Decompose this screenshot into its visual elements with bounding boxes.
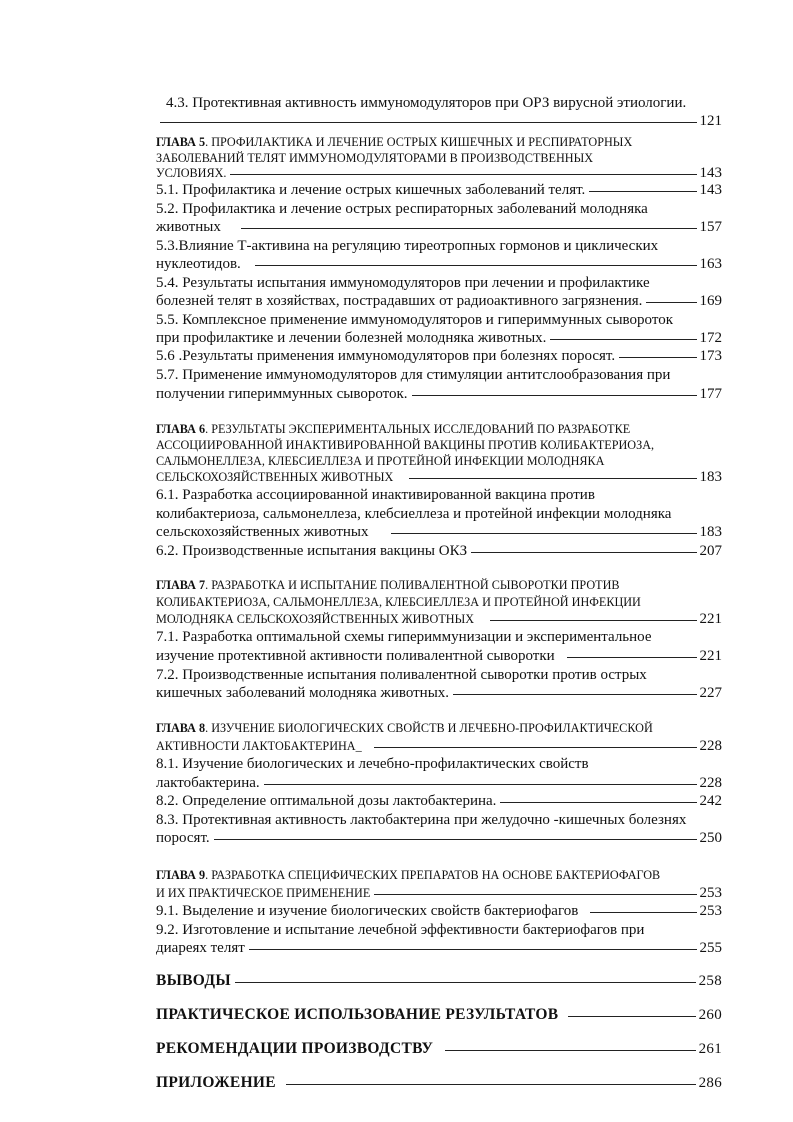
page-number: 255: [699, 940, 722, 956]
page-number: 143: [699, 165, 722, 181]
toc-entry-6-1: 6.1. Разработка ассоциированной инактивированной вакцина против: [156, 487, 595, 503]
page-number: 183: [699, 469, 722, 485]
page-number: 258: [698, 973, 722, 989]
toc-entry-8-1-l2: лактобактерина. 228: [156, 775, 722, 791]
toc-entry-5-2-l2: животных 157: [156, 219, 722, 235]
toc-entry-5-3-l2: нуклеотидов. 163: [156, 256, 722, 272]
toc-entry-recommendations: РЕКОМЕНДАЦИИ ПРОИЗВОДСТВУ 261: [156, 1040, 722, 1057]
page-number: 227: [699, 685, 722, 701]
toc-entry-5-4: 5.4. Результаты испытания иммуномодуляторов при лечении и профилактике: [156, 275, 650, 291]
chapter-7-heading: ГЛАВА 7. РАЗРАБОТКА И ИСПЫТАНИЕ ПОЛИВАЛЕНТНОЙ СЫВОРОТКИ ПРОТИВ: [156, 578, 620, 592]
chapter-7-heading-l3: МОЛОДНЯКА СЕЛЬСКОХОЗЯЙСТВЕННЫХ ЖИВОТНЫХ 221: [156, 611, 722, 627]
toc-entry-conclusions: ВЫВОДЫ 258: [156, 972, 722, 989]
toc-entry-9-2-l2: диареях телят 255: [156, 940, 722, 956]
chapter-7-heading-l2: КОЛИБАКТЕРИОЗА, САЛЬМОНЕЛЛЕЗА, КЛЕБСИЕЛЛЕЗА И ПРОТЕЙНОЙ ИНФЕКЦИИ: [156, 595, 641, 609]
page-number: 228: [699, 738, 722, 754]
chapter-9-heading: ГЛАВА 9. РАЗРАБОТКА СПЕЦИФИЧЕСКИХ ПРЕПАРАТОВ НА ОСНОВЕ БАКТЕРИОФАГОВ: [156, 868, 661, 882]
toc-entry-practical-use: ПРАКТИЧЕСКОЕ ИСПОЛЬЗОВАНИЕ РЕЗУЛЬТАТОВ 260: [156, 1006, 722, 1023]
toc-entry-5-7-l2: получении гипериммунных сывороток. 177: [156, 386, 722, 402]
chapter-5-heading: ГЛАВА 5. ПРОФИЛАКТИКА И ЛЕЧЕНИЕ ОСТРЫХ КИШЕЧНЫХ И РЕСПИРАТОРНЫХ: [156, 135, 633, 149]
toc-entry-7-2: 7.2. Производственные испытания поливалентной сыворотки против острых: [156, 667, 647, 683]
chapter-6-heading-l3: САЛЬМОНЕЛЛЕЗА, КЛЕБСИЕЛЛЕЗА И ПРОТЕЙНОЙ ИНФЕКЦИИ МОЛОДНЯКА: [156, 454, 605, 468]
toc-entry-5-1: 5.1. Профилактика и лечение острых кишечных заболеваний телят. 143: [156, 182, 722, 198]
page-number: 143: [699, 182, 722, 198]
page-number: 157: [699, 219, 722, 235]
chapter-6-heading-l4: СЕЛЬСКОХОЗЯЙСТВЕННЫХ ЖИВОТНЫХ 183: [156, 469, 722, 485]
chapter-6-heading-l2: АССОЦИИРОВАННОЙ ИНАКТИВИРОВАННОЙ ВАКЦИНЫ ПРОТИВ КОЛИБАКТЕРИОЗА,: [156, 438, 655, 452]
page-number: 260: [698, 1007, 722, 1023]
chapter-9-heading-l2: И ИХ ПРАКТИЧЕСКОЕ ПРИМЕНЕНИЕ 253: [156, 885, 722, 901]
toc-entry-5-7: 5.7. Применение иммуномодуляторов для стимуляции антитслообразования при: [156, 367, 671, 383]
toc-entry-5-4-l2: болезней телят в хозяйствах, пострадавших от радиоактивного загрязнения. 169: [156, 293, 722, 309]
page-number: 261: [698, 1041, 722, 1057]
page-number: 221: [699, 611, 722, 627]
toc-entry-6-1-l2: колибактериоза, сальмонеллеза, клебсиеллеза и протейной инфекции молодняка: [156, 506, 672, 522]
chapter-6-heading: ГЛАВА 6. РЕЗУЛЬТАТЫ ЭКСПЕРИМЕНТАЛЬНЫХ ИССЛЕДОВАНИЙ ПО РАЗРАБОТКЕ: [156, 422, 631, 436]
toc-entry-7-2-l2: кишечных заболеваний молодняка животных. 227: [156, 685, 722, 701]
page-number: 177: [699, 386, 722, 402]
toc-entry-5-5-l2: при профилактике и лечении болезней молодняка животных. 172: [156, 330, 722, 346]
page-number: 163: [699, 256, 722, 272]
toc-entry-8-1: 8.1. Изучение биологических и лечебно-профилактических свойств: [156, 756, 589, 772]
toc-entry-8-3-l2: поросят. 250: [156, 830, 722, 846]
toc-entry-6-2: 6.2. Производственные испытания вакцины ОКЗ 207: [156, 543, 722, 559]
page-number: 253: [699, 903, 722, 919]
page-number: 173: [699, 348, 722, 364]
page-number: 172: [699, 330, 722, 346]
page-number: 169: [699, 293, 722, 309]
page-number: 121: [699, 113, 722, 129]
toc-entry-5-6: 5.6 .Результаты применения иммуномодуляторов при болезнях поросят. 173: [156, 348, 722, 364]
toc-entry-9-2: 9.2. Изготовление и испытание лечебной эффективности бактериофагов при: [156, 922, 645, 938]
chapter-8-heading: ГЛАВА 8. ИЗУЧЕНИЕ БИОЛОГИЧЕСКИХ СВОЙСТВ И ЛЕЧЕБНО-ПРОФИЛАКТИЧЕСКОЙ: [156, 721, 653, 735]
chapter-5-heading-l2: ЗАБОЛЕВАНИЙ ТЕЛЯТ ИММУНОМОДУЛЯТОРАМИ В ПРОИЗВОДСТВЕННЫХ: [156, 151, 594, 165]
toc-entry-4-3-leader: [156, 112, 722, 130]
toc-entry-5-3: 5.3.Влияние Т-активина на регуляцию тиреотропных гормонов и циклических: [156, 238, 659, 254]
toc-entry-appendix: ПРИЛОЖЕНИЕ 286: [156, 1074, 722, 1091]
toc-entry-7-1: 7.1. Разработка оптимальной схемы гипериммунизации и экспериментальное: [156, 629, 652, 645]
toc-entry-5-2: 5.2. Профилактика и лечение острых респираторных заболеваний молодняка: [156, 201, 648, 217]
toc-entry-8-3: 8.3. Протективная активность лактобактерина при желудочно -кишечных болезнях: [156, 812, 687, 828]
page-number: 286: [698, 1075, 722, 1091]
toc-entry-6-1-l3: сельскохозяйственных животных 183: [156, 524, 722, 540]
page-number: 242: [699, 793, 722, 809]
toc-entry-4-3: 4.3. Протективная активность иммуномодуляторов при ОРЗ вирусной этиологии.: [166, 95, 687, 111]
page-number: 183: [699, 524, 722, 540]
page-number: 228: [699, 775, 722, 791]
page-number: 250: [699, 830, 722, 846]
chapter-5-heading-l3: УСЛОВИЯХ. 143: [156, 165, 722, 181]
chapter-8-heading-l2: АКТИВНОСТИ ЛАКТОБАКТЕРИНА_ 228: [156, 738, 722, 754]
toc-entry-8-2: 8.2. Определение оптимальной дозы лактобактерина. 242: [156, 793, 722, 809]
page-number: 253: [699, 885, 722, 901]
toc-entry-9-1: 9.1. Выделение и изучение биологических свойств бактериофагов 253: [156, 903, 722, 919]
page-number: 221: [699, 648, 722, 664]
toc-entry-7-1-l2: изучение протективной активности поливалентной сыворотки 221: [156, 648, 722, 664]
toc-entry-5-5: 5.5. Комплексное применение иммуномодуляторов и гипериммунных сывороток: [156, 312, 673, 328]
page-number: 207: [699, 543, 722, 559]
